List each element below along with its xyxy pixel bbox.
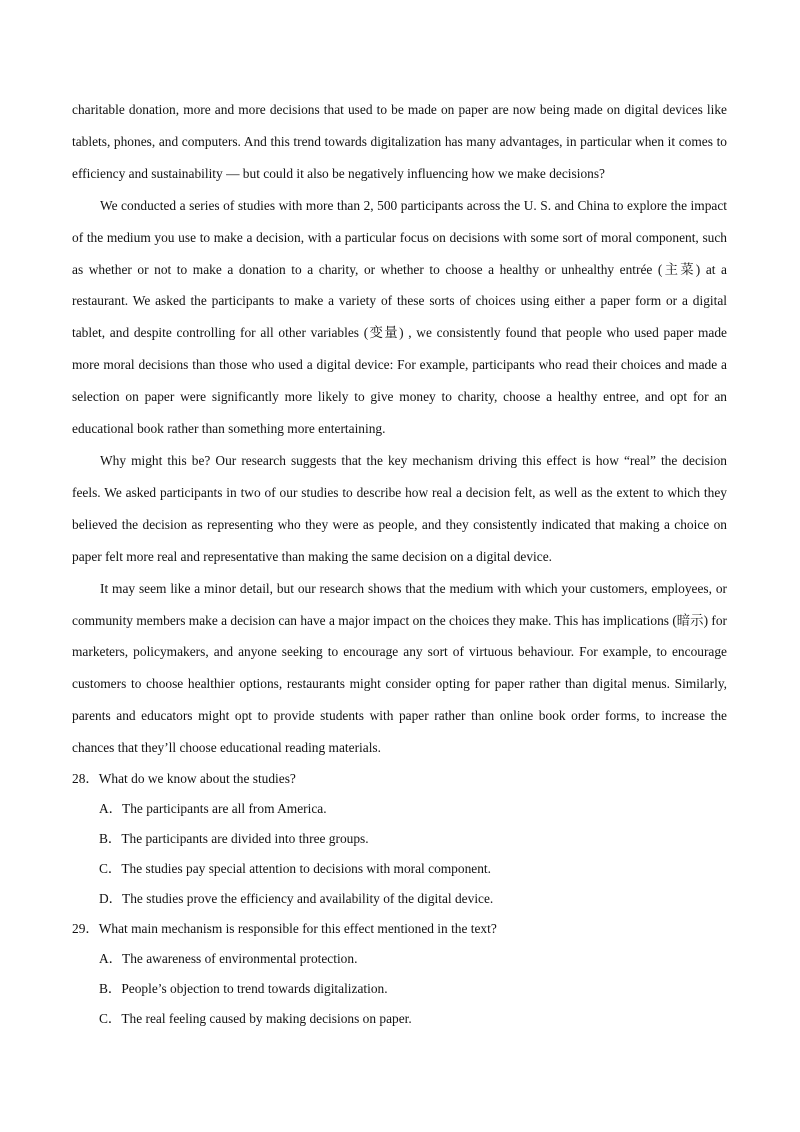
answer-option-d: D．The studies prove the efficiency and availability of the digital device. [99,891,494,907]
question-list [72,764,727,1034]
question-stem: 28．What do we know about the studies? [72,771,296,787]
passage-paragraph-4: It may seem like a minor detail, but our research shows that the medium with which your customers, employees, or community members make a decision can have a major impact on the choices they make. This has implications (暗示) for marketers, policymakers, and anyone seeking to encourage any sort of virtuous behaviour. For example, to encourage customers to choose healthier options, restaurants might consider opting for paper rather than digital menus. Similarly, parents and educators might opt to provide students with paper rather than online book order forms, to increase the chances that they’ll choose educational reading materials. [72,580,727,756]
answer-option-b: B．The participants are divided into three groups. [99,831,369,847]
passage-paragraph-1: charitable donation, more and more decisions that used to be made on paper are now being made on digital devices like tablets, phones, and computers. And this trend towards digitalization has many advantages, in particular when it comes to efficiency and sustainability — but could it also be negatively influencing how we make decisions? [72,102,727,181]
reading-passage [72,94,727,764]
answer-option-a: A．The awareness of environmental protection. [99,951,358,967]
question-stem: 29．What main mechanism is responsible for this effect mentioned in the text? [72,921,497,937]
document-page [72,94,727,1034]
question-28 [72,764,727,914]
passage-paragraph-3: Why might this be? Our research suggests that the key mechanism driving this effect is how “real” the decision feels. We asked participants in two of our studies to describe how real a decision felt, as well as the extent to which they believed the decision as representing who they were as people, and they consistently indicated that making a choice on paper felt more real and representative than making the same decision on a digital device. [72,452,727,564]
answer-option-a: A．The participants are all from America. [99,801,327,817]
question-29 [72,914,727,1034]
answer-option-b: B．People’s objection to trend towards digitalization. [99,981,388,997]
answer-option-c: C．The real feeling caused by making decisions on paper. [99,1011,412,1027]
answer-option-c: C．The studies pay special attention to decisions with moral component. [99,861,491,877]
passage-paragraph-2: We conducted a series of studies with more than 2, 500 participants across the U. S. and China to explore the impact of the medium you use to make a decision, with a particular focus on decisions with some sort of moral component, such as whether or not to make a donation to a charity, or whether to choose a healthy or unhealthy entrée (主菜) at a restaurant. We asked the participants to make a variety of these sorts of choices using either a paper form or a digital tablet, and despite controlling for all other variables (变量) , we consistently found that people who used paper made more moral decisions than those who used a digital device: For example, participants who read their choices and made a selection on paper were significantly more likely to give money to charity, choose a healthy entree, and opt for an educational book rather than something more entertaining. [72,197,727,437]
